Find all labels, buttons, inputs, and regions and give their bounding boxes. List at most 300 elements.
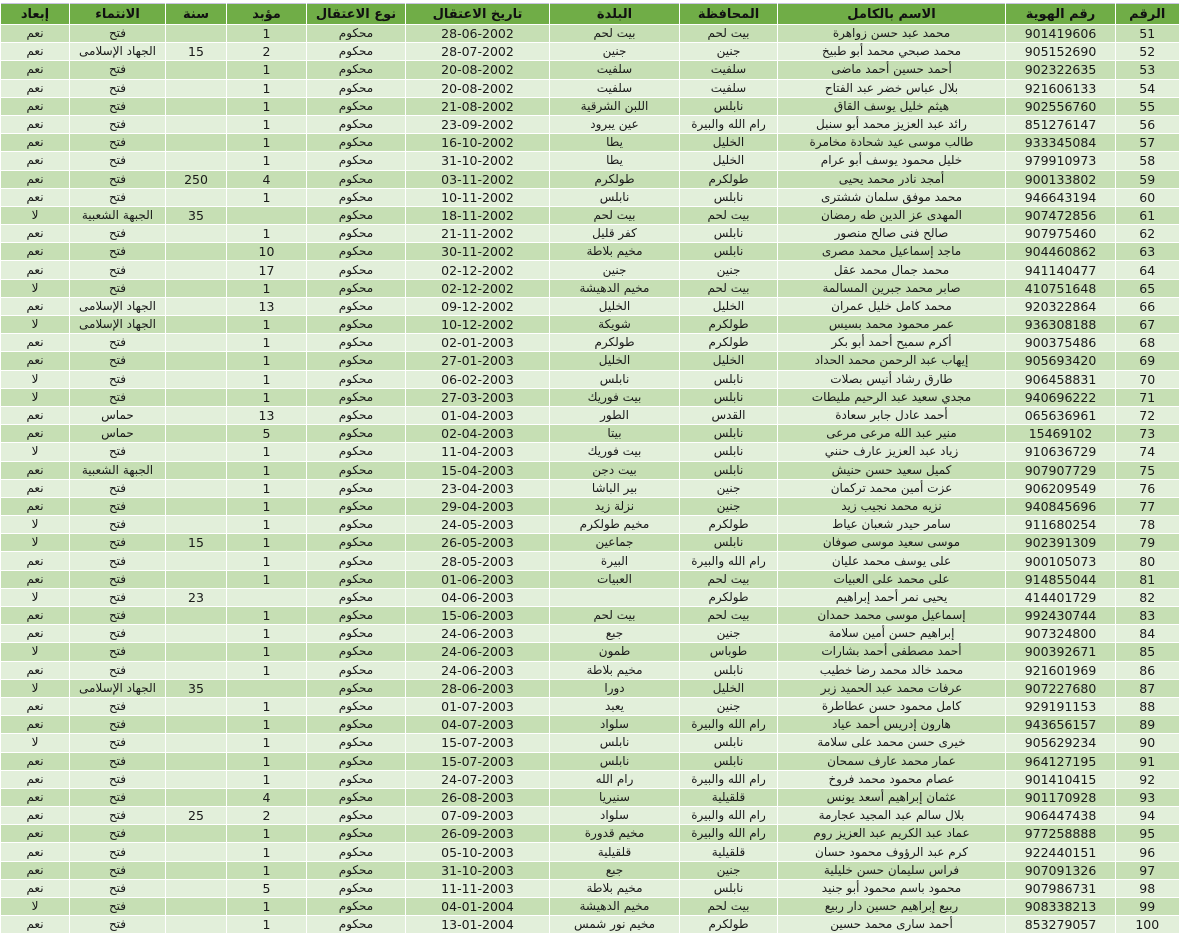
cell-governorate[interactable]: الخليل: [680, 297, 778, 315]
cell-arrest-type[interactable]: محكوم: [307, 388, 406, 406]
cell-arrest-date[interactable]: 24-07-2003: [406, 770, 550, 788]
table-row[interactable]: [1, 61, 1179, 79]
cell-name[interactable]: كرم عبد الرؤوف محمود حسان: [778, 843, 1006, 861]
cell-name[interactable]: بلال سالم عبد المجيد عجارمة: [778, 807, 1006, 825]
cell-name[interactable]: عرفات محمد عبد الحميد زبر: [778, 679, 1006, 697]
cell-name[interactable]: محمد عبد حسن زواهرة: [778, 25, 1006, 43]
cell-num[interactable]: 99: [1116, 898, 1179, 916]
cell-id[interactable]: 920322864: [1006, 297, 1116, 315]
cell-town[interactable]: مخيم بلاطة: [550, 661, 680, 679]
cell-deport[interactable]: نعم: [1, 716, 70, 734]
cell-arrest-date[interactable]: 01-04-2003: [406, 406, 550, 424]
cell-name[interactable]: بلال عباس خضر عبد الفتاح: [778, 79, 1006, 97]
cell-arrest-date[interactable]: 04-07-2003: [406, 716, 550, 734]
cell-deport[interactable]: نعم: [1, 661, 70, 679]
table-row[interactable]: [1, 243, 1179, 261]
cell-num[interactable]: 86: [1116, 661, 1179, 679]
cell-arrest-date[interactable]: 05-10-2003: [406, 843, 550, 861]
cell-id[interactable]: 946643194: [1006, 188, 1116, 206]
cell-arrest-date[interactable]: 24-06-2003: [406, 625, 550, 643]
cell-num[interactable]: 54: [1116, 79, 1179, 97]
cell-name[interactable]: كامل محمود حسن عطاطرة: [778, 697, 1006, 715]
cell-governorate[interactable]: طولكرم: [680, 516, 778, 534]
cell-life[interactable]: 10: [227, 243, 307, 261]
cell-life[interactable]: 4: [227, 170, 307, 188]
cell-num[interactable]: 62: [1116, 225, 1179, 243]
cell-id[interactable]: 900105073: [1006, 552, 1116, 570]
cell-governorate[interactable]: نابلس: [680, 534, 778, 552]
cell-life[interactable]: 1: [227, 188, 307, 206]
cell-num[interactable]: 70: [1116, 370, 1179, 388]
cell-deport[interactable]: لا: [1, 388, 70, 406]
cell-affiliation[interactable]: فتح: [70, 861, 166, 879]
cell-town[interactable]: جبع: [550, 861, 680, 879]
cell-governorate[interactable]: نابلس: [680, 461, 778, 479]
cell-num[interactable]: 69: [1116, 352, 1179, 370]
cell-deport[interactable]: نعم: [1, 261, 70, 279]
cell-deport[interactable]: نعم: [1, 25, 70, 43]
cell-affiliation[interactable]: فتح: [70, 115, 166, 133]
cell-name[interactable]: صالح فنى صالح منصور: [778, 225, 1006, 243]
cell-life[interactable]: 5: [227, 425, 307, 443]
cell-num[interactable]: 53: [1116, 61, 1179, 79]
cell-town[interactable]: طولكرم: [550, 170, 680, 188]
cell-deport[interactable]: نعم: [1, 843, 70, 861]
cell-name[interactable]: محمود باسم محمود أبو جنيد: [778, 879, 1006, 897]
cell-deport[interactable]: نعم: [1, 406, 70, 424]
cell-years[interactable]: [166, 461, 227, 479]
cell-deport[interactable]: نعم: [1, 425, 70, 443]
cell-id[interactable]: 936308188: [1006, 316, 1116, 334]
cell-arrest-type[interactable]: محكوم: [307, 697, 406, 715]
cell-life[interactable]: 1: [227, 115, 307, 133]
cell-town[interactable]: بيت دجن: [550, 461, 680, 479]
table-row[interactable]: [1, 134, 1179, 152]
cell-deport[interactable]: نعم: [1, 334, 70, 352]
cell-years[interactable]: 15: [166, 43, 227, 61]
cell-life[interactable]: 1: [227, 643, 307, 661]
table-row[interactable]: [1, 479, 1179, 497]
cell-id[interactable]: 853279057: [1006, 916, 1116, 934]
cell-arrest-type[interactable]: محكوم: [307, 734, 406, 752]
cell-life[interactable]: 5: [227, 879, 307, 897]
cell-name[interactable]: عماد عبد الكريم عبد العزيز روم: [778, 825, 1006, 843]
cell-life[interactable]: 1: [227, 752, 307, 770]
cell-arrest-date[interactable]: 26-05-2003: [406, 534, 550, 552]
cell-life[interactable]: 1: [227, 316, 307, 334]
cell-deport[interactable]: نعم: [1, 916, 70, 934]
cell-years[interactable]: [166, 370, 227, 388]
cell-governorate[interactable]: الخليل: [680, 134, 778, 152]
table-row[interactable]: [1, 279, 1179, 297]
table-row[interactable]: [1, 898, 1179, 916]
cell-arrest-date[interactable]: 27-01-2003: [406, 352, 550, 370]
table-row[interactable]: [1, 334, 1179, 352]
cell-name[interactable]: أحمد عادل جابر سعادة: [778, 406, 1006, 424]
cell-governorate[interactable]: طولكرم: [680, 916, 778, 934]
cell-arrest-type[interactable]: محكوم: [307, 770, 406, 788]
cell-num[interactable]: 60: [1116, 188, 1179, 206]
cell-name[interactable]: كميل سعيد حسن حنيش: [778, 461, 1006, 479]
cell-governorate[interactable]: الخليل: [680, 679, 778, 697]
cell-life[interactable]: 1: [227, 388, 307, 406]
cell-town[interactable]: بيت لحم: [550, 206, 680, 224]
cell-years[interactable]: 35: [166, 679, 227, 697]
cell-town[interactable]: كفر قليل: [550, 225, 680, 243]
cell-num[interactable]: 93: [1116, 788, 1179, 806]
cell-num[interactable]: 75: [1116, 461, 1179, 479]
cell-id[interactable]: 910636729: [1006, 443, 1116, 461]
cell-arrest-date[interactable]: 06-02-2003: [406, 370, 550, 388]
table-row[interactable]: [1, 552, 1179, 570]
cell-arrest-type[interactable]: محكوم: [307, 316, 406, 334]
cell-years[interactable]: [166, 861, 227, 879]
table-row[interactable]: [1, 170, 1179, 188]
cell-governorate[interactable]: نابلس: [680, 370, 778, 388]
cell-arrest-date[interactable]: 01-06-2003: [406, 570, 550, 588]
cell-id[interactable]: 907324800: [1006, 625, 1116, 643]
cell-town[interactable]: رام الله: [550, 770, 680, 788]
table-row[interactable]: [1, 607, 1179, 625]
cell-id[interactable]: 933345084: [1006, 134, 1116, 152]
cell-life[interactable]: 1: [227, 607, 307, 625]
cell-name[interactable]: عصام محمود محمد فروخ: [778, 770, 1006, 788]
cell-governorate[interactable]: طولكرم: [680, 170, 778, 188]
cell-arrest-type[interactable]: محكوم: [307, 297, 406, 315]
cell-years[interactable]: [166, 661, 227, 679]
cell-arrest-date[interactable]: 02-12-2002: [406, 279, 550, 297]
cell-name[interactable]: منير عبد الله مرعى مرعى: [778, 425, 1006, 443]
cell-life[interactable]: 1: [227, 352, 307, 370]
cell-affiliation[interactable]: فتح: [70, 752, 166, 770]
cell-num[interactable]: 68: [1116, 334, 1179, 352]
cell-years[interactable]: [166, 425, 227, 443]
cell-num[interactable]: 66: [1116, 297, 1179, 315]
cell-num[interactable]: 92: [1116, 770, 1179, 788]
cell-governorate[interactable]: جنين: [680, 625, 778, 643]
cell-governorate[interactable]: نابلس: [680, 425, 778, 443]
cell-town[interactable]: يطا: [550, 134, 680, 152]
cell-id[interactable]: 906458831: [1006, 370, 1116, 388]
cell-affiliation[interactable]: فتح: [70, 188, 166, 206]
cell-governorate[interactable]: بيت لحم: [680, 279, 778, 297]
cell-years[interactable]: [166, 625, 227, 643]
cell-affiliation[interactable]: فتح: [70, 225, 166, 243]
cell-affiliation[interactable]: الجهاد الإسلامى: [70, 43, 166, 61]
cell-life[interactable]: 1: [227, 697, 307, 715]
cell-life[interactable]: 1: [227, 134, 307, 152]
cell-arrest-date[interactable]: 03-11-2002: [406, 170, 550, 188]
cell-deport[interactable]: نعم: [1, 188, 70, 206]
cell-deport[interactable]: نعم: [1, 807, 70, 825]
header-governorate[interactable]: المحافظة: [680, 4, 778, 25]
table-row[interactable]: [1, 879, 1179, 897]
cell-name[interactable]: إسماعيل موسى محمد حمدان: [778, 607, 1006, 625]
cell-years[interactable]: [166, 406, 227, 424]
cell-life[interactable]: 1: [227, 516, 307, 534]
cell-town[interactable]: نابلس: [550, 370, 680, 388]
cell-name[interactable]: ماجد إسماعيل محمد مصرى: [778, 243, 1006, 261]
cell-town[interactable]: الخليل: [550, 297, 680, 315]
cell-life[interactable]: 1: [227, 916, 307, 934]
cell-arrest-date[interactable]: 23-09-2002: [406, 115, 550, 133]
table-row[interactable]: [1, 225, 1179, 243]
cell-num[interactable]: 59: [1116, 170, 1179, 188]
cell-life[interactable]: 1: [227, 843, 307, 861]
cell-arrest-type[interactable]: محكوم: [307, 206, 406, 224]
cell-deport[interactable]: نعم: [1, 152, 70, 170]
cell-num[interactable]: 89: [1116, 716, 1179, 734]
cell-name[interactable]: هارون إدريس أحمد عياد: [778, 716, 1006, 734]
cell-deport[interactable]: نعم: [1, 570, 70, 588]
cell-governorate[interactable]: القدس: [680, 406, 778, 424]
cell-name[interactable]: محمد جمال محمد عقل: [778, 261, 1006, 279]
cell-id[interactable]: 900133802: [1006, 170, 1116, 188]
cell-id[interactable]: 901170928: [1006, 788, 1116, 806]
cell-num[interactable]: 94: [1116, 807, 1179, 825]
cell-num[interactable]: 58: [1116, 152, 1179, 170]
cell-deport[interactable]: نعم: [1, 461, 70, 479]
cell-governorate[interactable]: نابلس: [680, 752, 778, 770]
cell-years[interactable]: 23: [166, 588, 227, 606]
cell-id[interactable]: 900375486: [1006, 334, 1116, 352]
cell-id[interactable]: 992430744: [1006, 607, 1116, 625]
cell-governorate[interactable]: سلفيت: [680, 61, 778, 79]
cell-arrest-type[interactable]: محكوم: [307, 134, 406, 152]
table-row[interactable]: [1, 588, 1179, 606]
cell-num[interactable]: 90: [1116, 734, 1179, 752]
cell-num[interactable]: 87: [1116, 679, 1179, 697]
cell-years[interactable]: 25: [166, 807, 227, 825]
cell-governorate[interactable]: جنين: [680, 261, 778, 279]
cell-id[interactable]: 901410415: [1006, 770, 1116, 788]
cell-governorate[interactable]: جنين: [680, 43, 778, 61]
cell-governorate[interactable]: نابلس: [680, 734, 778, 752]
cell-name[interactable]: خيرى حسن محمد على سلامة: [778, 734, 1006, 752]
cell-arrest-date[interactable]: 20-08-2002: [406, 61, 550, 79]
cell-name[interactable]: طالب موسى عيد شحادة مخامرة: [778, 134, 1006, 152]
cell-id[interactable]: 905629234: [1006, 734, 1116, 752]
cell-arrest-type[interactable]: محكوم: [307, 679, 406, 697]
cell-arrest-type[interactable]: محكوم: [307, 788, 406, 806]
cell-arrest-type[interactable]: محكوم: [307, 916, 406, 934]
cell-affiliation[interactable]: فتح: [70, 334, 166, 352]
cell-id[interactable]: 907907729: [1006, 461, 1116, 479]
cell-years[interactable]: [166, 97, 227, 115]
cell-years[interactable]: [166, 770, 227, 788]
cell-arrest-type[interactable]: محكوم: [307, 279, 406, 297]
cell-name[interactable]: سامر حيدر شعبان عياط: [778, 516, 1006, 534]
cell-deport[interactable]: لا: [1, 516, 70, 534]
cell-town[interactable]: مخيم طولكرم: [550, 516, 680, 534]
cell-affiliation[interactable]: فتح: [70, 825, 166, 843]
cell-num[interactable]: 74: [1116, 443, 1179, 461]
cell-deport[interactable]: نعم: [1, 825, 70, 843]
cell-arrest-type[interactable]: محكوم: [307, 61, 406, 79]
cell-years[interactable]: 35: [166, 206, 227, 224]
cell-town[interactable]: مخيم بلاطة: [550, 243, 680, 261]
cell-arrest-date[interactable]: 16-10-2002: [406, 134, 550, 152]
cell-num[interactable]: 65: [1116, 279, 1179, 297]
cell-num[interactable]: 82: [1116, 588, 1179, 606]
cell-town[interactable]: مخيم بلاطة: [550, 879, 680, 897]
cell-life[interactable]: 1: [227, 479, 307, 497]
cell-affiliation[interactable]: فتح: [70, 607, 166, 625]
table-row[interactable]: [1, 570, 1179, 588]
cell-name[interactable]: ربيع إبراهيم حسين دار ربيع: [778, 898, 1006, 916]
cell-arrest-type[interactable]: محكوم: [307, 461, 406, 479]
cell-life[interactable]: 1: [227, 734, 307, 752]
cell-life[interactable]: 1: [227, 25, 307, 43]
cell-life[interactable]: 1: [227, 79, 307, 97]
cell-num[interactable]: 73: [1116, 425, 1179, 443]
table-row[interactable]: [1, 534, 1179, 552]
table-row[interactable]: [1, 43, 1179, 61]
cell-id[interactable]: 902391309: [1006, 534, 1116, 552]
cell-arrest-type[interactable]: محكوم: [307, 243, 406, 261]
cell-arrest-type[interactable]: محكوم: [307, 516, 406, 534]
cell-governorate[interactable]: رام الله والبيرة: [680, 807, 778, 825]
cell-arrest-date[interactable]: 02-04-2003: [406, 425, 550, 443]
cell-name[interactable]: محمد خالد محمد رضا خطيب: [778, 661, 1006, 679]
cell-governorate[interactable]: الخليل: [680, 152, 778, 170]
cell-affiliation[interactable]: فتح: [70, 734, 166, 752]
cell-life[interactable]: 1: [227, 534, 307, 552]
cell-years[interactable]: [166, 607, 227, 625]
table-row[interactable]: [1, 752, 1179, 770]
cell-id[interactable]: 929191153: [1006, 697, 1116, 715]
cell-life[interactable]: 1: [227, 443, 307, 461]
table-row[interactable]: [1, 370, 1179, 388]
cell-affiliation[interactable]: فتح: [70, 79, 166, 97]
cell-id[interactable]: 065636961: [1006, 406, 1116, 424]
cell-governorate[interactable]: نابلس: [680, 879, 778, 897]
cell-years[interactable]: [166, 552, 227, 570]
cell-years[interactable]: [166, 516, 227, 534]
cell-arrest-type[interactable]: محكوم: [307, 79, 406, 97]
cell-deport[interactable]: نعم: [1, 134, 70, 152]
cell-town[interactable]: بيت فوريك: [550, 443, 680, 461]
cell-deport[interactable]: نعم: [1, 861, 70, 879]
cell-town[interactable]: بيت لحم: [550, 25, 680, 43]
cell-affiliation[interactable]: فتح: [70, 97, 166, 115]
cell-governorate[interactable]: نابلس: [680, 97, 778, 115]
cell-years[interactable]: [166, 388, 227, 406]
cell-arrest-type[interactable]: محكوم: [307, 225, 406, 243]
cell-affiliation[interactable]: فتح: [70, 279, 166, 297]
cell-name[interactable]: أمجد نادر محمد يحيى: [778, 170, 1006, 188]
cell-town[interactable]: سلواد: [550, 807, 680, 825]
cell-deport[interactable]: نعم: [1, 43, 70, 61]
cell-id[interactable]: 943656157: [1006, 716, 1116, 734]
cell-id[interactable]: 907975460: [1006, 225, 1116, 243]
cell-affiliation[interactable]: حماس: [70, 406, 166, 424]
cell-years[interactable]: [166, 316, 227, 334]
cell-governorate[interactable]: رام الله والبيرة: [680, 770, 778, 788]
cell-deport[interactable]: نعم: [1, 97, 70, 115]
cell-num[interactable]: 77: [1116, 497, 1179, 515]
cell-life[interactable]: [227, 679, 307, 697]
cell-name[interactable]: أكرم سميح أحمد أبو بكر: [778, 334, 1006, 352]
cell-id[interactable]: 906447438: [1006, 807, 1116, 825]
cell-num[interactable]: 52: [1116, 43, 1179, 61]
cell-governorate[interactable]: الخليل: [680, 352, 778, 370]
cell-id[interactable]: 964127195: [1006, 752, 1116, 770]
cell-name[interactable]: هيثم خليل يوسف القاق: [778, 97, 1006, 115]
cell-arrest-date[interactable]: 29-04-2003: [406, 497, 550, 515]
cell-deport[interactable]: نعم: [1, 243, 70, 261]
cell-arrest-date[interactable]: 07-09-2003: [406, 807, 550, 825]
cell-years[interactable]: [166, 152, 227, 170]
cell-num[interactable]: 81: [1116, 570, 1179, 588]
cell-name[interactable]: عمر محمود محمد بسيس: [778, 316, 1006, 334]
header-town[interactable]: البلدة: [550, 4, 680, 25]
cell-life[interactable]: [227, 206, 307, 224]
cell-town[interactable]: جنين: [550, 261, 680, 279]
cell-num[interactable]: 64: [1116, 261, 1179, 279]
cell-name[interactable]: نزيه محمد نجيب زيد: [778, 497, 1006, 515]
table-row[interactable]: [1, 643, 1179, 661]
cell-id[interactable]: 940845696: [1006, 497, 1116, 515]
cell-life[interactable]: 1: [227, 898, 307, 916]
cell-id[interactable]: 902322635: [1006, 61, 1116, 79]
cell-affiliation[interactable]: فتح: [70, 25, 166, 43]
cell-town[interactable]: بيت لحم: [550, 607, 680, 625]
cell-town[interactable]: مخيم نور شمس: [550, 916, 680, 934]
cell-town[interactable]: مخيم الدهيشة: [550, 898, 680, 916]
cell-life[interactable]: 1: [227, 770, 307, 788]
cell-affiliation[interactable]: فتح: [70, 570, 166, 588]
cell-id[interactable]: 921606133: [1006, 79, 1116, 97]
cell-town[interactable]: نابلس: [550, 734, 680, 752]
table-row[interactable]: [1, 734, 1179, 752]
cell-name[interactable]: عثمان إبراهيم أسعد يونس: [778, 788, 1006, 806]
cell-deport[interactable]: نعم: [1, 297, 70, 315]
cell-life[interactable]: 1: [227, 225, 307, 243]
cell-arrest-type[interactable]: محكوم: [307, 115, 406, 133]
cell-deport[interactable]: لا: [1, 370, 70, 388]
cell-arrest-date[interactable]: 02-01-2003: [406, 334, 550, 352]
cell-id[interactable]: 911680254: [1006, 516, 1116, 534]
cell-num[interactable]: 100: [1116, 916, 1179, 934]
cell-name[interactable]: عمار محمد عارف سمحان: [778, 752, 1006, 770]
cell-governorate[interactable]: بيت لحم: [680, 607, 778, 625]
cell-num[interactable]: 63: [1116, 243, 1179, 261]
cell-arrest-type[interactable]: محكوم: [307, 843, 406, 861]
cell-years[interactable]: [166, 334, 227, 352]
cell-arrest-date[interactable]: 11-11-2003: [406, 879, 550, 897]
cell-town[interactable]: البيرة: [550, 552, 680, 570]
cell-deport[interactable]: نعم: [1, 607, 70, 625]
cell-arrest-type[interactable]: محكوم: [307, 643, 406, 661]
cell-affiliation[interactable]: فتح: [70, 807, 166, 825]
cell-affiliation[interactable]: فتح: [70, 716, 166, 734]
cell-affiliation[interactable]: فتح: [70, 516, 166, 534]
cell-arrest-date[interactable]: 10-11-2002: [406, 188, 550, 206]
cell-id[interactable]: 410751648: [1006, 279, 1116, 297]
cell-name[interactable]: أحمد سارى محمد حسين: [778, 916, 1006, 934]
cell-id[interactable]: 907227680: [1006, 679, 1116, 697]
cell-governorate[interactable]: طولكرم: [680, 316, 778, 334]
cell-arrest-type[interactable]: محكوم: [307, 370, 406, 388]
cell-town[interactable]: جبع: [550, 625, 680, 643]
cell-arrest-type[interactable]: محكوم: [307, 552, 406, 570]
cell-arrest-type[interactable]: محكوم: [307, 879, 406, 897]
cell-arrest-type[interactable]: محكوم: [307, 352, 406, 370]
cell-arrest-date[interactable]: 26-08-2003: [406, 788, 550, 806]
cell-deport[interactable]: لا: [1, 443, 70, 461]
cell-governorate[interactable]: بيت لحم: [680, 570, 778, 588]
